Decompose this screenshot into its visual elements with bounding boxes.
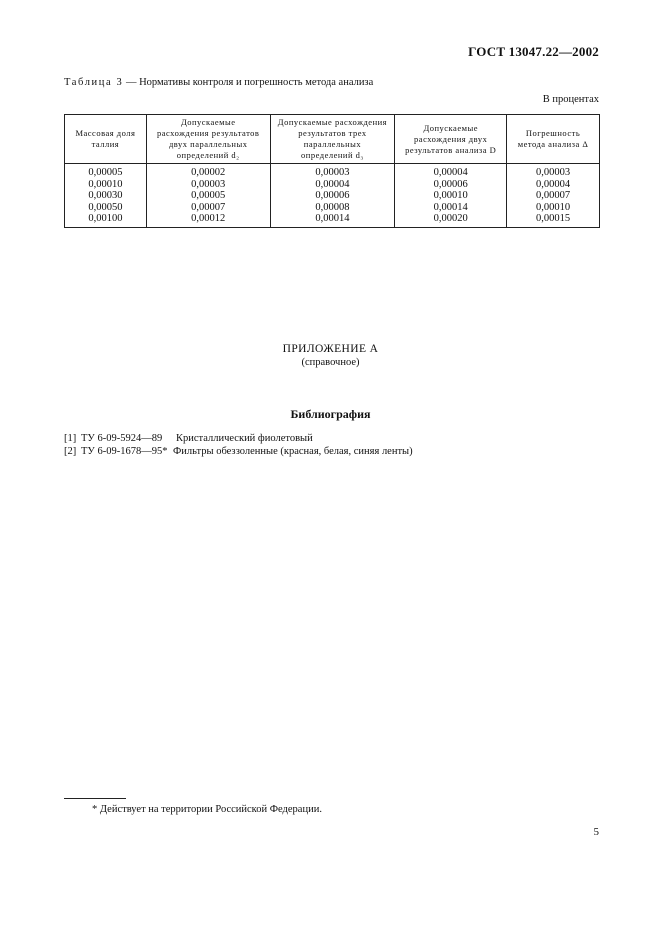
table-header-row	[65, 115, 600, 164]
table-cell: 0,00004	[270, 179, 395, 191]
table-cell: 0,00050	[65, 202, 147, 214]
bibliography-list	[64, 432, 413, 458]
column-header-D: Допускаемые расхождения двух результатов анализа D	[395, 115, 507, 164]
table-cell: 0,00006	[395, 179, 507, 191]
column-header-d3: Допускаемые расхождения результатов трех параллельных определений d₃	[270, 115, 395, 164]
table-cell: 0,00014	[395, 202, 507, 214]
table-cell: 0,00004	[507, 179, 600, 191]
table-row	[65, 190, 600, 202]
column-header-error: Погрешность метода анализа Δ	[507, 115, 600, 164]
table-cell: 0,00002	[146, 164, 270, 179]
bibliography-item-text: Кристаллический фиолетовый	[176, 433, 313, 444]
table-cell: 0,00010	[65, 179, 147, 191]
norms-table	[64, 114, 600, 228]
table-cell: 0,00012	[146, 213, 270, 227]
table-row	[65, 213, 600, 227]
footnote-text: * Действует на территории Российской Федерации.	[92, 804, 322, 815]
bibliography-item-number: [1]	[64, 433, 77, 444]
bibliography-item-code: ТУ 6-09-5924—89	[81, 433, 163, 444]
footnote-divider	[64, 798, 126, 799]
table-cell: 0,00010	[507, 202, 600, 214]
table-cell: 0,00003	[507, 164, 600, 179]
table-cell: 0,00010	[395, 190, 507, 202]
bibliography-item	[64, 445, 413, 458]
bibliography-title: Библиография	[290, 407, 371, 421]
table-cell: 0,00005	[146, 190, 270, 202]
page-number: 5	[593, 826, 599, 838]
table-cell: 0,00006	[270, 190, 395, 202]
table-cell: 0,00030	[65, 190, 147, 202]
bibliography-item-code: ТУ 6-09-1678—95*	[81, 446, 168, 457]
table-cell: 0,00020	[395, 213, 507, 227]
table-row	[65, 179, 600, 191]
table-unit-note: В процентах	[542, 94, 599, 105]
table-caption-text: — Нормативы контроля и погрешность метода анализа	[123, 77, 374, 88]
table-cell: 0,00008	[270, 202, 395, 214]
standard-code-header: ГОСТ 13047.22—2002	[468, 44, 599, 59]
table-cell: 0,00007	[146, 202, 270, 214]
table-cell: 0,00003	[146, 179, 270, 191]
bibliography-item	[64, 432, 413, 445]
bibliography-item-text: Фильтры обеззоленные (красная, белая, синяя ленты)	[173, 446, 413, 457]
table-cell: 0,00007	[507, 190, 600, 202]
table-row	[65, 202, 600, 214]
column-header-d2: Допускаемые расхождения результатов двух параллельных определений d₂	[146, 115, 270, 164]
table-cell: 0,00100	[65, 213, 147, 227]
column-header-thallium-fraction: Массовая доля таллия	[65, 115, 147, 164]
table-cell: 0,00014	[270, 213, 395, 227]
appendix-subtitle: (справочное)	[301, 357, 360, 368]
table-caption-label: Таблица 3	[64, 77, 124, 88]
table-row	[65, 164, 600, 179]
table-cell: 0,00005	[65, 164, 147, 179]
table-caption	[64, 77, 373, 88]
table-cell: 0,00015	[507, 213, 600, 227]
appendix-title: ПРИЛОЖЕНИЕ А	[282, 343, 379, 355]
table-cell: 0,00004	[395, 164, 507, 179]
table-cell: 0,00003	[270, 164, 395, 179]
bibliography-item-number: [2]	[64, 446, 77, 457]
